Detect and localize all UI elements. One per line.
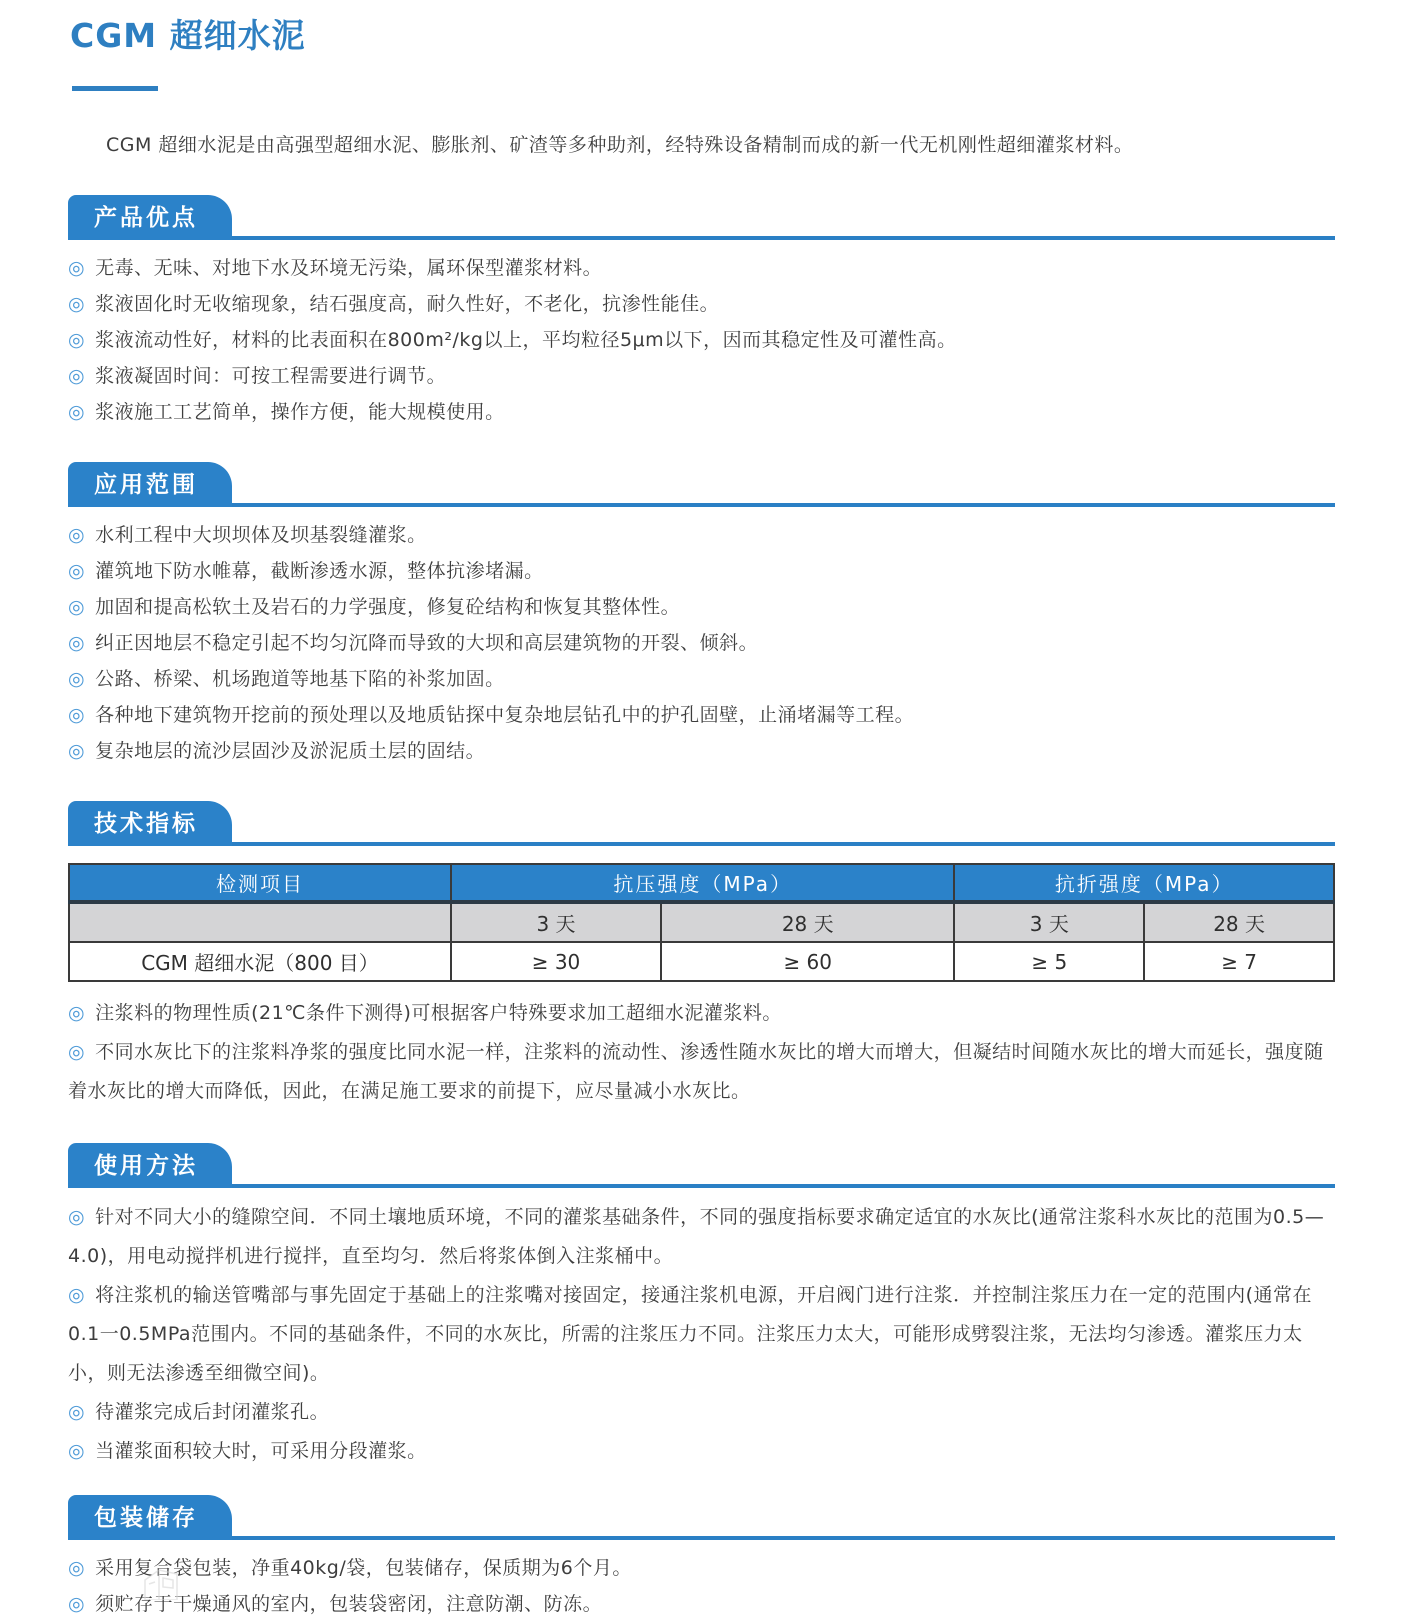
usage-list [68, 1198, 1335, 1471]
value-28d-compressive: ≥ 60 [661, 942, 954, 981]
list-item-text: 公路、桥梁、机场跑道等地基下陷的补浆加固。 [95, 668, 505, 690]
list-item [68, 1586, 1335, 1622]
specs-table [68, 863, 1335, 982]
list-item-text: 浆液施工工艺简单，操作方便，能大规模使用。 [95, 401, 505, 423]
section-tab-applications: 应用范围 [68, 462, 232, 507]
value-28d-flexural: ≥ 7 [1144, 942, 1334, 981]
subheader-28d-compressive: 28 天 [661, 902, 954, 942]
list-item [68, 1198, 1335, 1276]
list-item [68, 661, 1335, 697]
specs-table-data-row [69, 942, 1334, 981]
document-page [68, 0, 1335, 1622]
subheader-empty-cell [69, 902, 451, 942]
list-item-text: 当灌浆面积较大时，可采用分段灌浆。 [95, 1440, 427, 1462]
section-tab-specs: 技术指标 [68, 801, 232, 846]
specs-notes-list [68, 994, 1335, 1111]
list-item-text: 浆液凝固时间：可按工程需要进行调节。 [95, 365, 447, 387]
product-name-cell: CGM 超细水泥（800 目） [69, 942, 451, 981]
list-item-text: 须贮存于干燥通风的室内，包装袋密闭，注意防潮、防冻。 [95, 1593, 603, 1615]
section-header-advantages [68, 191, 1335, 240]
list-item [68, 517, 1335, 553]
bullet-icon: ◎ [68, 257, 86, 279]
bullet-icon: ◎ [68, 1284, 86, 1306]
subheader-3d-flexural: 3 天 [954, 902, 1144, 942]
list-item [68, 358, 1335, 394]
bullet-icon: ◎ [68, 668, 86, 690]
list-item-text: 待灌浆完成后封闭灌浆孔。 [95, 1401, 330, 1423]
list-item [68, 994, 1335, 1033]
list-item-text: 水利工程中大坝坝体及坝基裂缝灌浆。 [95, 524, 427, 546]
bullet-icon: ◎ [68, 596, 86, 618]
list-item-text: 采用复合袋包装，净重40kg/袋，包装储存，保质期为6个月。 [95, 1557, 632, 1579]
list-item [68, 1550, 1335, 1586]
list-item-text: 复杂地层的流沙层固沙及淤泥质土层的固结。 [95, 740, 486, 762]
list-item [68, 250, 1335, 286]
col-header-compressive-strength: 抗压强度（MPa） [451, 864, 954, 902]
list-item-text: 纠正因地层不稳定引起不均匀沉降而导致的大坝和高层建筑物的开裂、倾斜。 [95, 632, 759, 654]
list-item-text: 将注浆机的输送管嘴部与事先固定于基础上的注浆嘴对接固定，接通注浆机电源，开启阀门进行注浆．并控制注浆压力在一定的范围内(通常在0.1一0.5MPa范围内。不同的基础条件，不同的水灰比，所需的注浆压力不同。注浆压力太大，可能形成劈裂注浆，无法均匀渗透。灌浆压力太小，则无法渗透至细微空间)。 [68, 1284, 1313, 1384]
section-header-usage [68, 1139, 1335, 1188]
section-tab-packaging: 包装储存 [68, 1495, 232, 1540]
list-item-text: 浆液流动性好，材料的比表面积在800m²/kg以上，平均粒径5μm以下，因而其稳定性及可灌性高。 [95, 329, 957, 351]
page-title: CGM 超细水泥 [70, 16, 306, 55]
bullet-icon: ◎ [68, 704, 86, 726]
list-item [68, 394, 1335, 430]
specs-table-subheader-row [69, 902, 1334, 942]
bullet-icon: ◎ [68, 1002, 86, 1024]
list-item-text: 注浆料的物理性质(21℃条件下测得)可根据客户特殊要求加工超细水泥灌浆料。 [95, 1002, 782, 1024]
list-item [68, 286, 1335, 322]
subheader-28d-flexural: 28 天 [1144, 902, 1334, 942]
bullet-icon: ◎ [68, 1206, 86, 1228]
list-item [68, 322, 1335, 358]
bullet-icon: ◎ [68, 1593, 86, 1615]
section-header-applications [68, 458, 1335, 507]
packaging-list [68, 1550, 1335, 1622]
bullet-icon: ◎ [68, 1557, 86, 1579]
bullet-icon: ◎ [68, 740, 86, 762]
bullet-icon: ◎ [68, 365, 86, 387]
list-item [68, 1432, 1335, 1471]
list-item [68, 589, 1335, 625]
intro-paragraph: CGM 超细水泥是由高强型超细水泥、膨胀剂、矿渣等多种助剂，经特殊设备精制而成的新一代无机刚性超细灌浆材料。 [106, 134, 1134, 156]
advantages-list [68, 250, 1335, 430]
bullet-icon: ◎ [68, 1401, 86, 1423]
title-underline [72, 86, 158, 91]
list-item-text: 各种地下建筑物开挖前的预处理以及地质钻探中复杂地层钻孔中的护孔固壁，止涌堵漏等工程。 [95, 704, 915, 726]
list-item [68, 1276, 1335, 1393]
value-3d-compressive: ≥ 30 [451, 942, 661, 981]
col-header-test-item: 检测项目 [69, 864, 451, 902]
list-item-text: 针对不同大小的缝隙空间．不同土壤地质环境，不同的灌浆基础条件，不同的强度指标要求确定适宜的水灰比(通常注浆科水灰比的范围为0.5—4.0)，用电动搅拌机进行搅拌，直至均匀．然后将浆体倒入注浆桶中。 [68, 1206, 1325, 1267]
section-tab-advantages: 产品优点 [68, 195, 232, 240]
bullet-icon: ◎ [68, 401, 86, 423]
bullet-icon: ◎ [68, 293, 86, 315]
section-header-packaging [68, 1491, 1335, 1540]
list-item-text: 不同水灰比下的注浆料净浆的强度比同水泥一样，注浆料的流动性、渗透性随水灰比的增大而增大，但凝结时间随水灰比的增大而延长，强度随着水灰比的增大而降低，因此，在满足施工要求的前提下，应尽量减小水灰比。 [68, 1041, 1324, 1102]
list-item [68, 625, 1335, 661]
list-item-text: 浆液固化时无收缩现象，结石强度高，耐久性好，不老化，抗渗性能佳。 [95, 293, 720, 315]
list-item [68, 733, 1335, 769]
bullet-icon: ◎ [68, 560, 86, 582]
bullet-icon: ◎ [68, 1041, 86, 1063]
section-tab-usage: 使用方法 [68, 1143, 232, 1188]
col-header-flexural-strength: 抗折强度（MPa） [954, 864, 1334, 902]
bullet-icon: ◎ [68, 632, 86, 654]
bullet-icon: ◎ [68, 329, 86, 351]
list-item [68, 553, 1335, 589]
list-item [68, 1033, 1335, 1111]
list-item [68, 1393, 1335, 1432]
faint-watermark-sketch [133, 1566, 195, 1600]
list-item [68, 697, 1335, 733]
bullet-icon: ◎ [68, 1440, 86, 1462]
subheader-3d-compressive: 3 天 [451, 902, 661, 942]
list-item-text: 无毒、无味、对地下水及环境无污染，属环保型灌浆材料。 [95, 257, 603, 279]
list-item-text: 加固和提高松软土及岩石的力学强度，修复砼结构和恢复其整体性。 [95, 596, 681, 618]
value-3d-flexural: ≥ 5 [954, 942, 1144, 981]
applications-list [68, 517, 1335, 769]
bullet-icon: ◎ [68, 524, 86, 546]
section-header-specs [68, 797, 1335, 846]
list-item-text: 灌筑地下防水帷幕，截断渗透水源，整体抗渗堵漏。 [95, 560, 544, 582]
specs-table-header-row [69, 864, 1334, 902]
